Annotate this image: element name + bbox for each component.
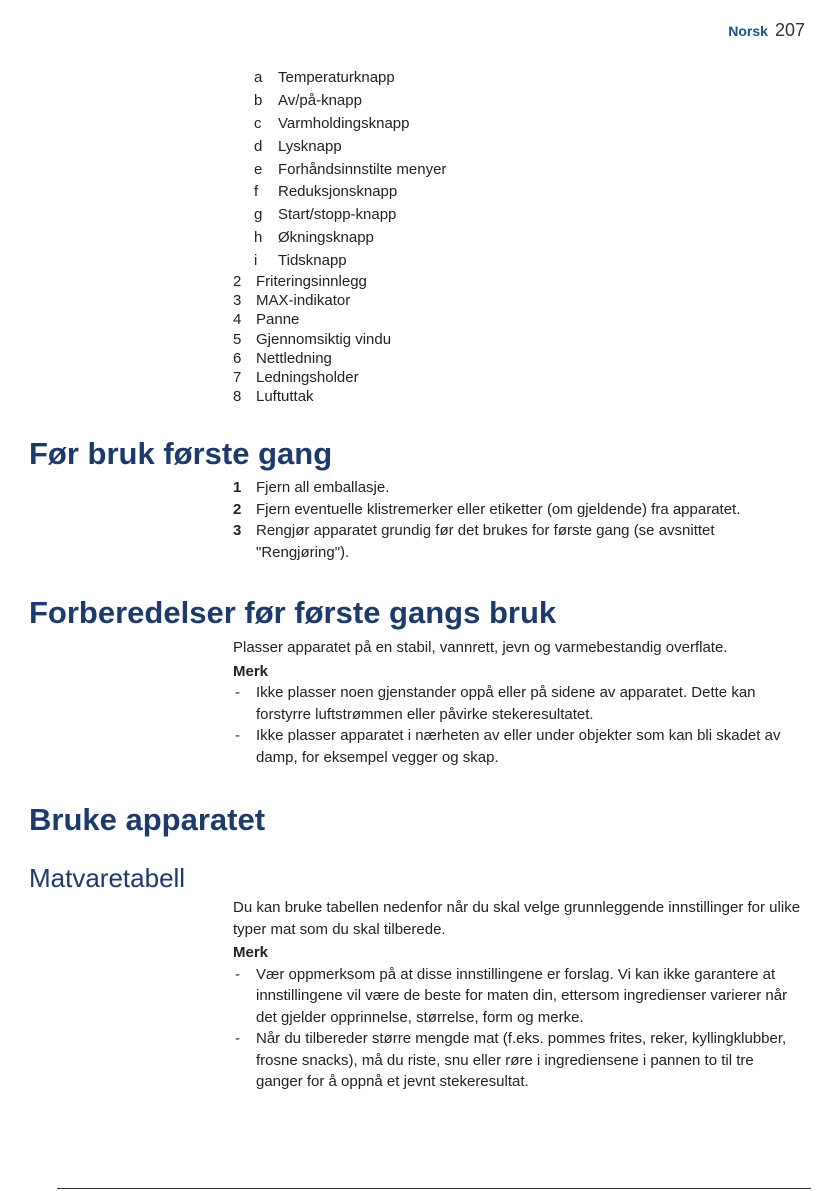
list-item: f Reduksjonsknapp: [254, 183, 398, 201]
note-item: - Ikke plasser apparatet i nærheten av eller under objekter som kan bli skadet av damp, for eksempel vegger og skap.: [235, 727, 781, 766]
list-item: 5 Gjennomsiktig vindu: [233, 330, 392, 348]
section-heading-first-use: Før bruk første gang: [29, 436, 333, 471]
food-table-notes: [233, 964, 803, 1093]
list-item: 6 Nettledning: [233, 349, 332, 367]
list-item: e Forhåndsinnstilte menyer: [254, 160, 447, 178]
list-item: h Økningsknapp: [254, 229, 374, 247]
list-item: i Tidsknapp: [254, 252, 347, 270]
note-label: Merk: [233, 662, 269, 680]
list-item: g Start/stopp-knapp: [254, 206, 397, 224]
page-header: [728, 20, 805, 44]
food-table-intro: Du kan bruke tabellen nedenfor når du skal velge grunnleggende innstillinger for ulike typer mat som du skal tilberede.: [233, 899, 801, 938]
food-table-content: [233, 897, 803, 1093]
list-item: d Lysknapp: [254, 137, 342, 155]
footer-divider: [57, 1188, 811, 1189]
list-item: 4 Panne: [233, 311, 300, 329]
section-heading-preparation: Forberedelser før første gangs bruk: [29, 595, 557, 630]
list-item: 2 Friteringsinnlegg: [233, 273, 367, 291]
step-item: 3 Rengjør apparatet grundig før det brukes for første gang (se avsnittet "Rengjøring").: [233, 522, 715, 561]
first-use-steps: [233, 477, 803, 563]
header-language: Norsk: [728, 23, 768, 39]
step-item: 2 Fjern eventuelle klistremerker eller etiketter (om gjeldende) fra apparatet.: [233, 500, 741, 518]
note-item: - Vær oppmerksom på at disse innstillingene er forslag. Vi kan ikke garantere at innstillingene vil være de beste for maten din, ettersom ingredienser varierer når det gjelder opprinnelse, størrelse, form og merke.: [235, 965, 788, 1026]
preparation-notes: [233, 682, 803, 768]
list-item: 3 MAX-indikator: [233, 292, 351, 310]
list-item: 7 Ledningsholder: [233, 369, 359, 387]
page-number: 207: [774, 20, 805, 40]
note-label: Merk: [233, 944, 269, 961]
list-item: a Temperaturknapp: [254, 68, 395, 86]
subsection-heading-food-table: Matvaretabell: [29, 863, 186, 893]
list-item: 8 Luftuttak: [233, 388, 314, 406]
preparation-content: [233, 637, 803, 768]
list-item: c Varmholdingsknapp: [254, 114, 410, 132]
section-heading-using-appliance: Bruke apparatet: [29, 802, 266, 837]
note-item: - Ikke plasser noen gjenstander oppå eller på sidene av apparatet. Dette kan forstyrre luftstrømmen eller påvirke stekeresultatet.: [235, 684, 756, 723]
parts-list: [233, 272, 391, 406]
note-item: - Når du tilbereder større mengde mat (f.eks. pommes frites, reker, kyllingklubber, frosne snacks), må du riste, snu eller røre i ingrediensene i pannen to til tre ganger for å oppnå et jevnt stekeresultat.: [235, 1030, 787, 1090]
control-panel-sublist: [254, 66, 446, 272]
list-item: b Av/på-knapp: [254, 91, 362, 109]
preparation-intro: Plasser apparatet på en stabil, vannrett, jevn og varmebestandig overflate.: [233, 639, 728, 656]
step-item: 1 Fjern all emballasje.: [233, 479, 390, 496]
